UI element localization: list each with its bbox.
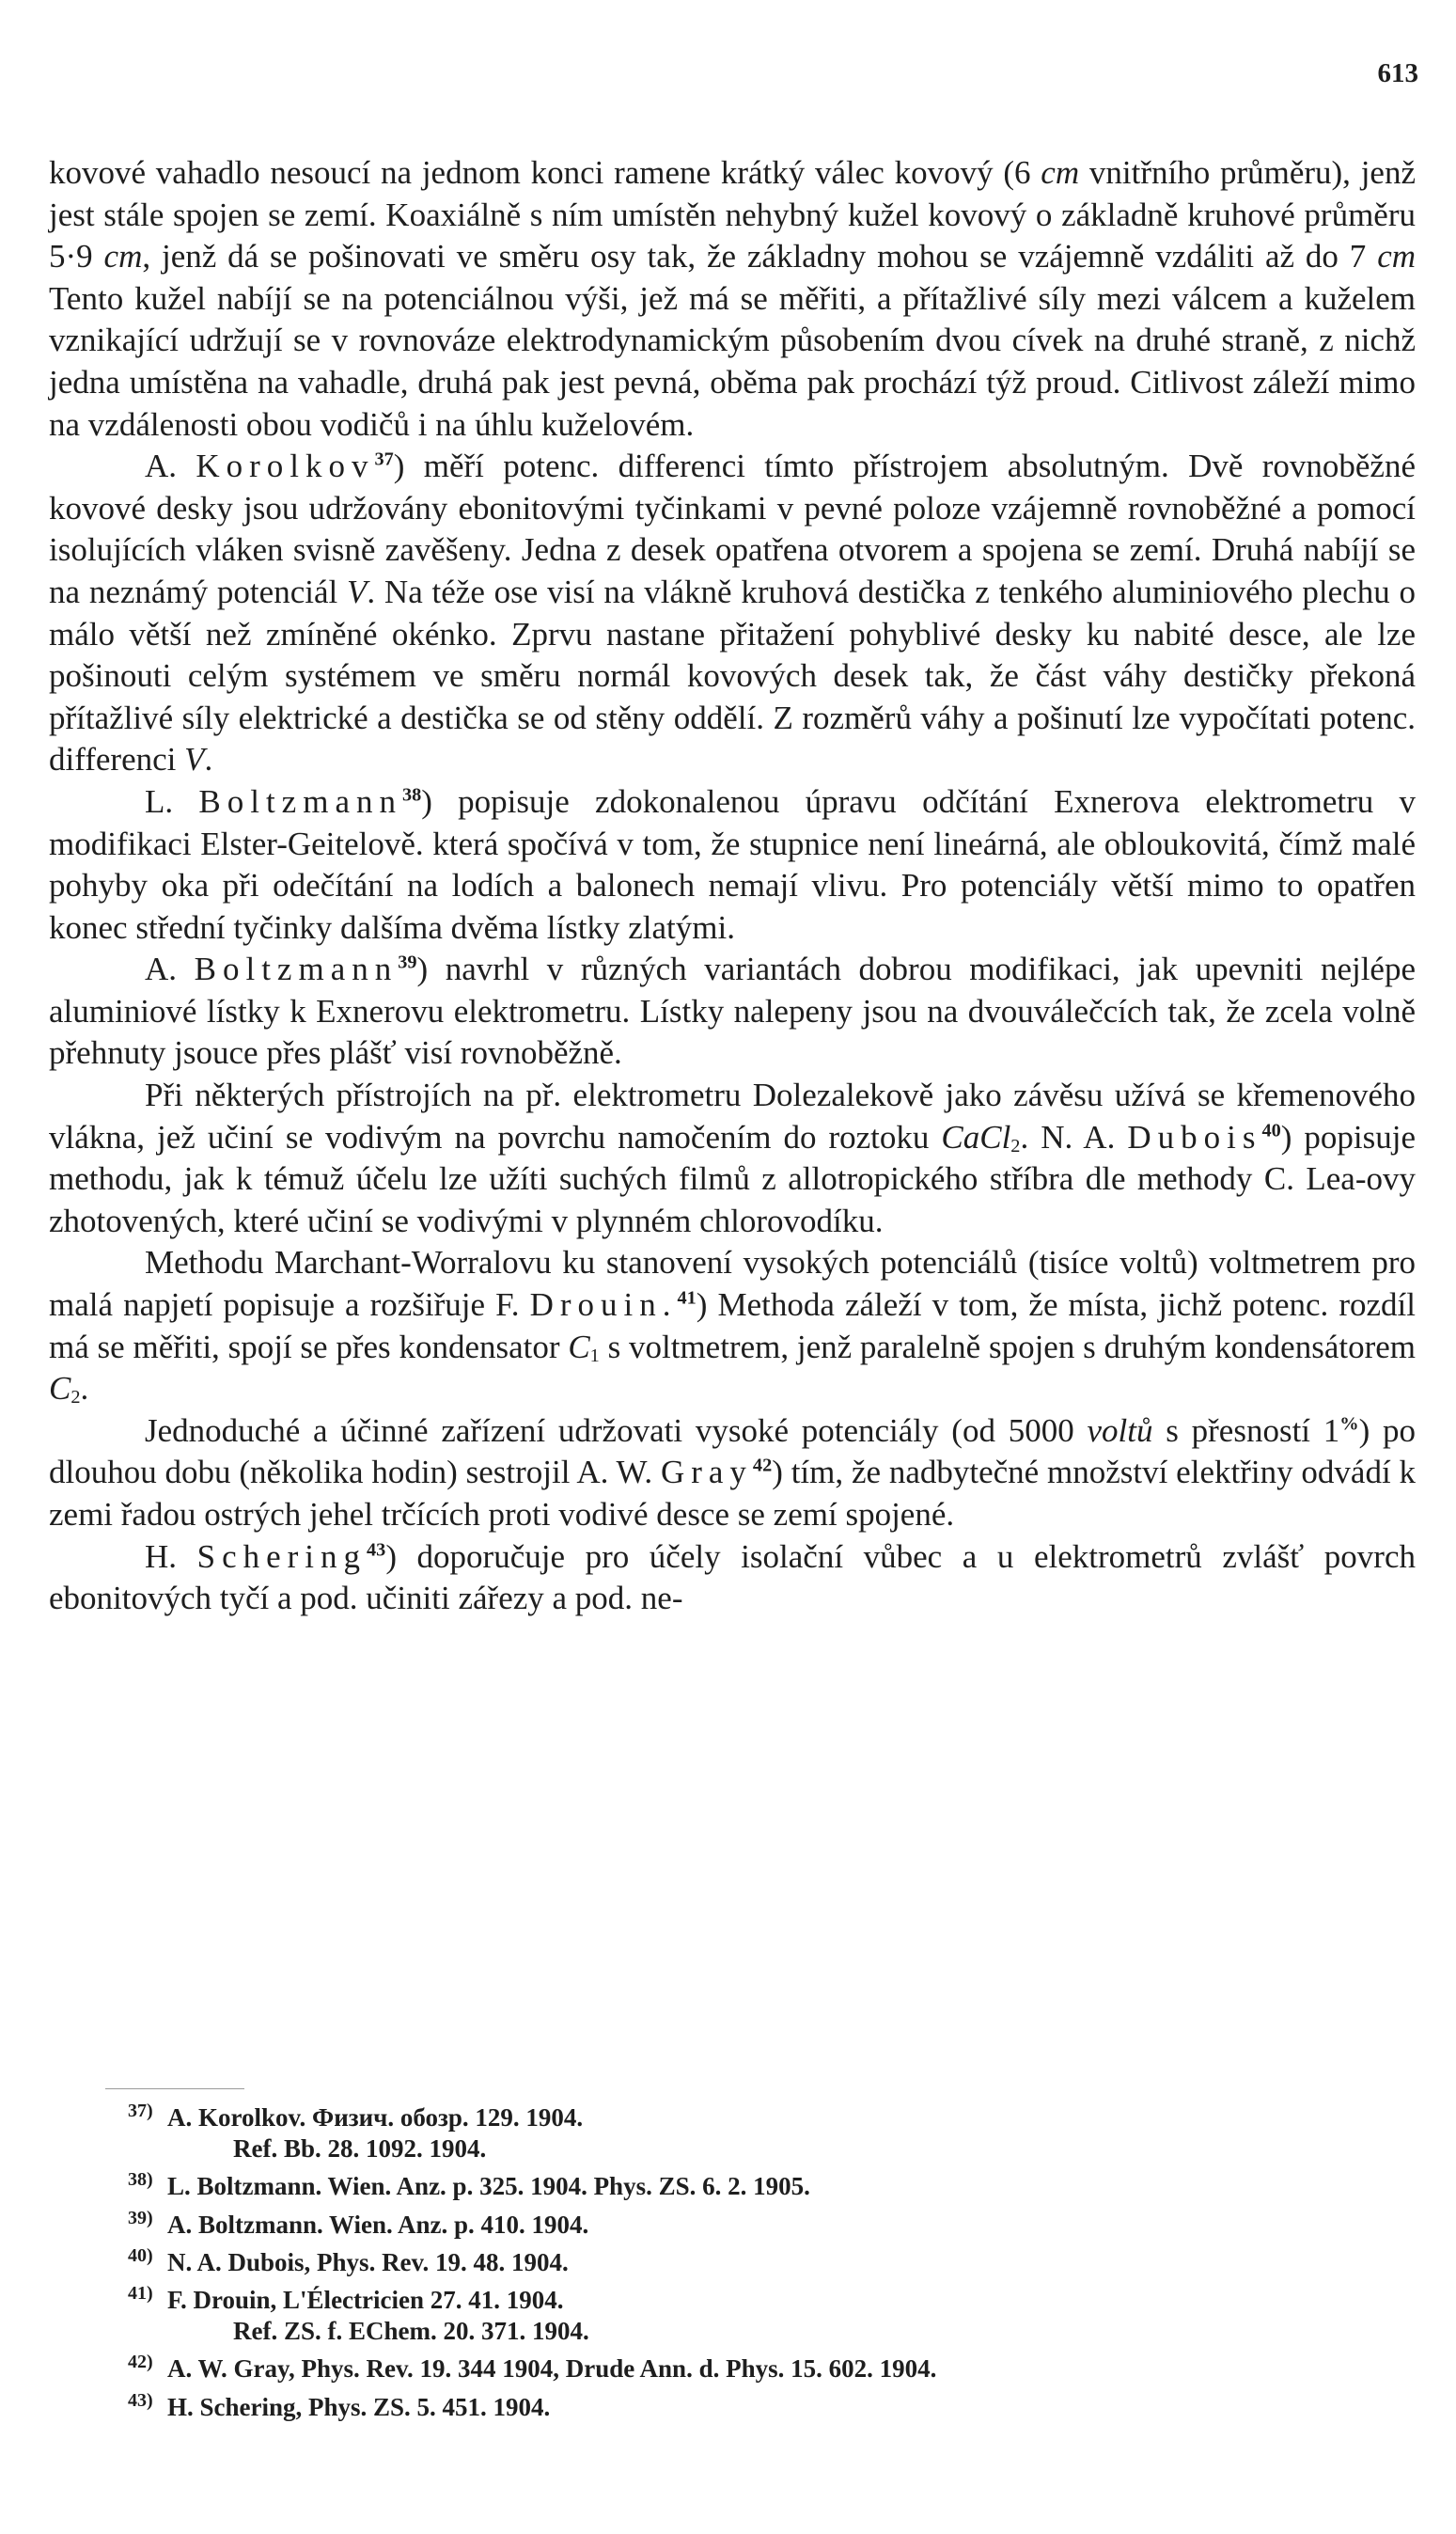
footnote-mark: 40) — [128, 2244, 153, 2266]
text-run: ) doporučuje pro účely isolační vůbec a u elektrometrů zvlášť povrch ebonitových tyčí a pod. učiniti zářezy a pod. ne- — [49, 1537, 1416, 1617]
footnote-43 — [128, 2385, 1350, 2423]
author-name: Drouin. — [529, 1286, 678, 1324]
paragraph-3 — [49, 781, 1416, 949]
footnote-ref: 41 — [677, 1287, 697, 1309]
text-run: L. — [145, 782, 199, 820]
footnote-39 — [128, 2203, 1350, 2241]
footnote-text: A. Korolkov. Физич. обозр. 129. 1904. — [167, 2103, 584, 2132]
footnote-ref: 39 — [398, 952, 417, 973]
footnote-mark: 38) — [128, 2169, 153, 2191]
text-run: ) popisuje zdokonalenou úpravu odčítání Exnerova elektrometru v modifikaci Elster-Geitelově. která spočívá v tom, že stupnice není lineárná, ale obloukovitá, čímž malé pohyby oka při odečítání na lodích a balonech nemají vlivu. Pro potenciály větší mimo to opatřen konec střední tyčinky dalšíma dvěma lístky zlatými. — [49, 782, 1416, 946]
author-name: Korolkov — [196, 448, 375, 485]
text-run: Při některých přístrojích na př. elektrometru Dolezalekově jako závěsu užívá se křemenového vlákna, jež učiní se vodivým na povrchu namočením do roztoku — [49, 1077, 1416, 1156]
footnote-text: F. Drouin, L'Électricien 27. 41. 1904. — [167, 2286, 564, 2315]
footnote-text: Ref. ZS. f. EChem. 20. 371. 1904. — [233, 2317, 589, 2346]
text-run: Methodu Marchant-Worralovu ku stanovení vysokých potenciálů (tisíce voltů) voltmetrem pro malá napjetí popisuje a rozšiřuje F. — [49, 1244, 1416, 1324]
paragraph-7 — [49, 1410, 1416, 1536]
footnote-separator — [105, 2088, 244, 2089]
text-run: C — [568, 1328, 590, 1365]
footnote-37-ref — [128, 2133, 1350, 2164]
text-run: vnitřního průměru), jenž jest stále spojen se zemí. Koaxiálně s ním umístěn nehybný kužel kovový o základně kruhové průměru 5·9 — [49, 154, 1416, 275]
text-run: Jednoduché a účinné zařízení udržovati vysoké potenciály (od 5000 — [145, 1411, 1088, 1449]
text-run: s voltmetrem, jenž paralelně spojen s druhým kondensátorem — [599, 1328, 1416, 1365]
text-run: . N. A. — [1020, 1118, 1128, 1156]
footnote-ref: % — [1339, 1413, 1359, 1435]
footnote-text: Ref. Bb. 28. 1092. 1904. — [233, 2134, 487, 2164]
text-run: ) měří potenc. differenci tímto přístrojem absolutným. Dvě rovnoběžné kovové desky jsou udržovány ebonitovými tyčinkami v pevné poloze vzájemně rovnoběžné a pomocí isolujících vláken svisně zavěšeny. Jedna z desek opatřena otvorem a spojena se zemí. Druhá nabíjí se na neznámý potenciál — [49, 448, 1416, 610]
footnote-mark: 41) — [128, 2283, 153, 2305]
text-run: ) tím, že nadbytečné množství elektřiny odvádí k zemi řadou ostrých jehel trčících proti vodivé desce se zemí spojené. — [49, 1454, 1417, 1533]
paragraph-2 — [49, 446, 1416, 781]
author-name: Boltzmann — [198, 782, 402, 820]
text-run: C — [49, 1370, 71, 1408]
text-run: voltů — [1087, 1411, 1153, 1449]
text-run: . — [204, 741, 213, 779]
footnote-ref: 38 — [401, 784, 422, 806]
page-number: 613 — [1377, 58, 1418, 88]
footnote-37 — [128, 2096, 1350, 2133]
footnote-ref: 43 — [367, 1539, 386, 1561]
text-run: kovové vahadlo nesoucí na jednom konci ramene krátký válec kovový (6 — [49, 154, 1041, 191]
subscript: 1 — [589, 1345, 600, 1366]
footnote-text: N. A. Dubois, Phys. Rev. 19. 48. 1904. — [167, 2247, 569, 2276]
footnote-mark: 39) — [128, 2207, 153, 2228]
subscript: 2 — [1010, 1135, 1021, 1157]
author-name: Schering — [196, 1537, 368, 1575]
text-run: A. — [145, 951, 195, 988]
paragraph-6 — [49, 1242, 1416, 1409]
text-run: V — [347, 573, 368, 610]
text-run: A. — [145, 448, 196, 485]
text-run: s přesností 1 — [1152, 1411, 1340, 1449]
text-run: Tento kužel nabíjí se na potenciálnou výši, jež má se měřiti, a přítažlivé síly mezi válcem a kuželem vznikající udržují se v rovnováze elektrodynamickým působením dvou cívek na druhé straně, z nichž jedna umístěna na vahadle, druhá pak jest pevná, oběma pak prochází týž proud. Citlivost záleží mimo na vzdálenosti obou vodičů i na úhlu kuželovém. — [49, 279, 1416, 443]
footnote-41-ref — [128, 2316, 1350, 2347]
text-run: ) po dlouhou dobu (několika hodin) sestrojil A. W. — [49, 1411, 1417, 1491]
subscript: 2 — [70, 1387, 81, 1409]
footnote-38 — [128, 2164, 1350, 2202]
author-name: Boltzmann — [194, 951, 399, 988]
footnote-mark: 43) — [128, 2389, 153, 2411]
author-name: Dubois — [1127, 1118, 1262, 1156]
text-run: cm — [103, 238, 143, 275]
text-run: H. — [145, 1537, 197, 1575]
paragraph-5 — [49, 1075, 1416, 1242]
text-run: ) Methoda záleží v tom, že místa, jichž potenc. rozdíl má se měřiti, spojí se přes kondensator — [49, 1286, 1417, 1365]
footnotes — [128, 2096, 1350, 2423]
paragraph-1 — [49, 152, 1416, 446]
footnote-mark: 42) — [128, 2352, 153, 2373]
footnote-41 — [128, 2278, 1350, 2316]
footnote-42 — [128, 2347, 1350, 2384]
footnote-text: H. Schering, Phys. ZS. 5. 451. 1904. — [167, 2392, 551, 2421]
footnote-40 — [128, 2241, 1350, 2278]
text-run: , jenž dá se pošinovati ve směru osy tak, že základny mohou se vzájemně vzdáliti až do 7 — [142, 238, 1378, 275]
text-run: cm — [1377, 238, 1416, 275]
footnote-mark: 37) — [128, 2101, 153, 2121]
paragraph-8 — [49, 1536, 1416, 1620]
author-name: Gray — [660, 1454, 753, 1491]
text-run: V — [184, 741, 205, 779]
paragraph-4 — [49, 949, 1416, 1075]
footnote-ref: 42 — [752, 1455, 773, 1476]
footnote-text: L. Boltzmann. Wien. Anz. p. 325. 1904. Phys. ZS. 6. 2. 1905. — [167, 2172, 810, 2201]
text-run: CaCl — [941, 1118, 1011, 1156]
text-run: cm — [1041, 154, 1080, 191]
text-run: . — [80, 1370, 89, 1408]
text-run: . Na téže ose visí na vlákně kruhová destička z tenkého aluminiového plechu o málo větší než zmíněné okénko. Zprvu nastane přitažení pohyblivé desky ku nabité desce, ale lze pošinouti celým systémem ve směru normál kovových desek tak, že část váhy destičky překoná přítažlivé síly elektrické a destička se od stěny oddělí. Z rozměrů váhy a pošinutí lze vypočítati potenc. differenci — [49, 573, 1416, 779]
footnote-ref: 40 — [1261, 1120, 1281, 1141]
footnote-text: A. W. Gray, Phys. Rev. 19. 344 1904, Drude Ann. d. Phys. 15. 602. 1904. — [167, 2354, 937, 2384]
text-run: ) navrhl v různých variantách dobrou modifikaci, jak upevniti nejlépe aluminiové lístky k Exnerovu elektrometru. Lístky nalepeny jsou na dvouválečcích tak, že zcela volně přehnuty jsouce přes plášť visí rovnoběžně. — [49, 951, 1416, 1072]
body-text — [49, 152, 1416, 1620]
footnote-ref: 37 — [374, 449, 394, 470]
footnote-text: A. Boltzmann. Wien. Anz. p. 410. 1904. — [167, 2210, 589, 2239]
text-run: ) popisuje methodu, jak k témuž účelu lze užíti suchých filmů z allotropického stříbra dle methody C. Lea-ovy zhotovených, které učiní se vodivými v plynném chlorovodíku. — [49, 1118, 1416, 1239]
